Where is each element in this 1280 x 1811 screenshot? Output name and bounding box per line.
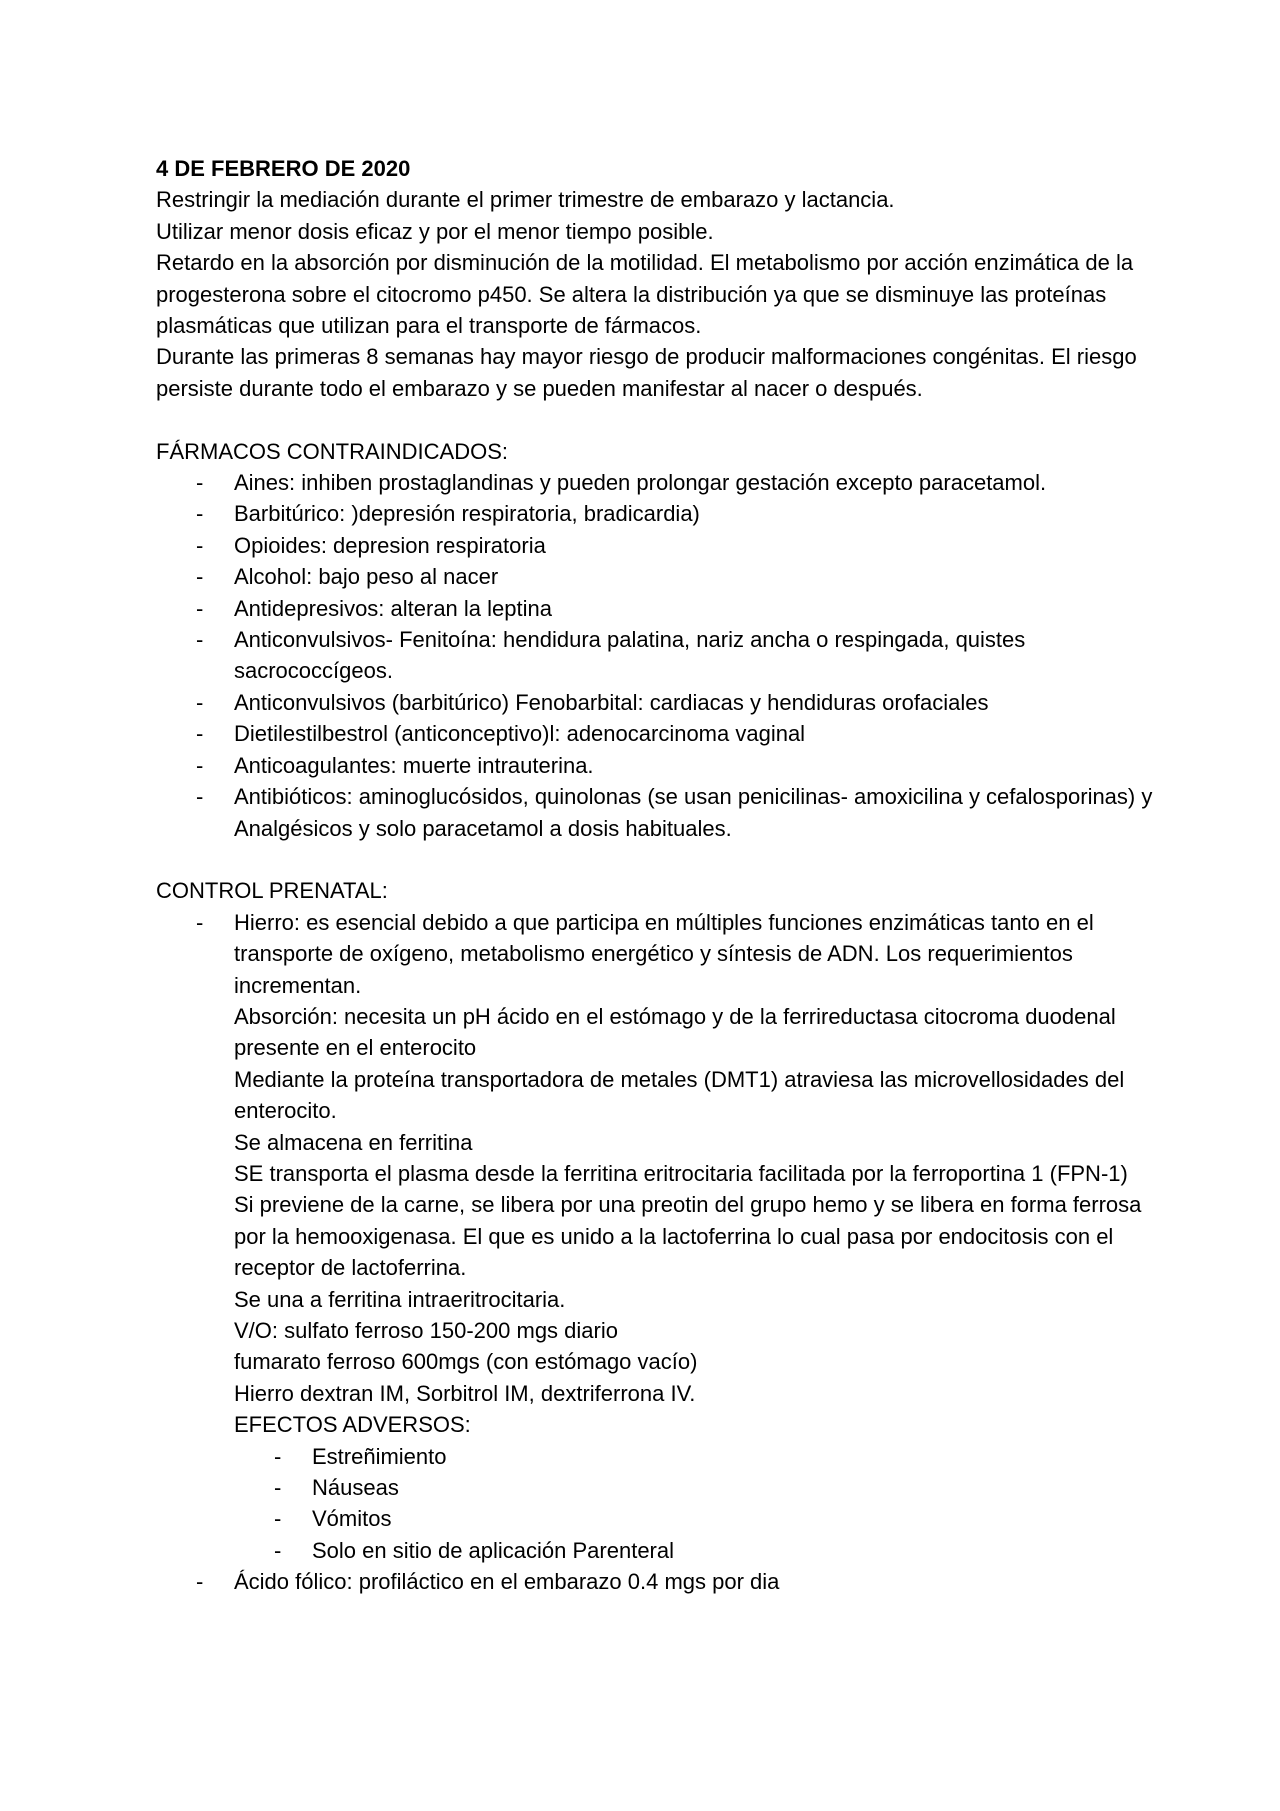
- list-item: [156, 530, 1156, 561]
- iron-line: SE transporta el plasma desde la ferritina eritrocitaria facilitada por la ferroportina 1 (FPN-1): [234, 1160, 1128, 1186]
- adverse-effects-list: [156, 1441, 1156, 1567]
- document-page: [156, 153, 1156, 1598]
- list-item: [156, 498, 1156, 529]
- list-item-text: Barbitúrico: )depresión respiratoria, bradicardia): [234, 501, 700, 527]
- prenatal-heading: CONTROL PRENATAL:: [156, 878, 388, 904]
- dash-bullet: -: [196, 627, 204, 653]
- list-item: [156, 593, 1156, 624]
- iron-line: Absorción: necesita un pH ácido en el estómago y de la ferrireductasa citocroma duodenal presente en el enterocito: [234, 1003, 1116, 1061]
- list-item-text: Opioides: depresion respiratoria: [234, 532, 546, 558]
- list-item: [156, 1472, 1156, 1503]
- intro-paragraph: Utilizar menor dosis eficaz y por el menor tiempo posible.: [156, 218, 714, 244]
- dash-bullet: -: [196, 689, 204, 715]
- dash-bullet: -: [196, 470, 204, 496]
- iron-line: Hierro: es esencial debido a que participa en múltiples funciones enzimáticas tanto en el transporte de oxígeno, metabolismo energético y síntesis de ADN. Los requerimientos incrementan.: [234, 909, 1094, 998]
- list-item-text: Alcohol: bajo peso al nacer: [234, 564, 499, 590]
- list-item-text: Anticonvulsivos- Fenitoína: hendidura palatina, nariz ancha o respingada, quistes sacrococcígeos.: [234, 627, 1026, 684]
- document-date-title: 4 DE FEBRERO DE 2020: [156, 156, 411, 181]
- dash-bullet: -: [196, 752, 204, 778]
- list-item: [156, 1503, 1156, 1534]
- list-item-text: Ácido fólico: profiláctico en el embarazo 0.4 mgs por dia: [234, 1569, 780, 1595]
- list-item-text: Anticoagulantes: muerte intrauterina.: [234, 752, 594, 778]
- list-item-text: Náuseas: [312, 1475, 399, 1501]
- iron-line: V/O: sulfato ferroso 150-200 mgs diario: [234, 1318, 618, 1343]
- dash-bullet: -: [196, 909, 204, 935]
- dash-bullet: -: [196, 721, 204, 747]
- intro-paragraph: Retardo en la absorción por disminución de la motilidad. El metabolismo por acción enzimática de la progesterona sobre el citocromo p450. Se altera la distribución ya que se disminuye las proteínas plasmáticas que utilizan para el transporte de fármacos.: [156, 250, 1134, 339]
- list-item: [156, 1441, 1156, 1472]
- list-item-folic-acid: [156, 1566, 1156, 1597]
- list-item-text: Aines: inhiben prostaglandinas y pueden prolongar gestación excepto paracetamol.: [234, 470, 1047, 496]
- iron-line: Se una a ferritina intraeritrocitaria.: [234, 1286, 566, 1312]
- dash-bullet: -: [274, 1506, 282, 1532]
- list-item: [156, 561, 1156, 592]
- list-item-iron: [156, 907, 1156, 1567]
- dash-bullet: -: [274, 1537, 282, 1563]
- list-item-text: Estreñimiento: [312, 1443, 447, 1469]
- dash-bullet: -: [196, 595, 204, 621]
- list-item: [156, 1535, 1156, 1566]
- iron-line: Mediante la proteína transportadora de metales (DMT1) atraviesa las microvellosidades del enterocito.: [234, 1066, 1125, 1124]
- iron-line: Hierro dextran IM, Sorbitrol IM, dextriferrona IV.: [234, 1380, 696, 1406]
- dash-bullet: -: [196, 1569, 204, 1595]
- list-item-text: Solo en sitio de aplicación Parenteral: [312, 1537, 675, 1563]
- blank-line: [156, 404, 1156, 435]
- list-item: [156, 467, 1156, 498]
- list-item: [156, 624, 1156, 687]
- prenatal-list: [156, 907, 1156, 1598]
- list-item-text: Vómitos: [312, 1506, 392, 1532]
- list-item: [156, 781, 1156, 844]
- adverse-effects-heading: EFECTOS ADVERSOS:: [234, 1412, 471, 1438]
- dash-bullet: -: [196, 532, 204, 558]
- dash-bullet: -: [196, 784, 204, 810]
- dash-bullet: -: [274, 1443, 282, 1469]
- iron-line: Si previene de la carne, se libera por una preotin del grupo hemo y se libera en forma ferrosa por la hemooxigenasa. El que es unido a la lactoferrina lo cual pasa por endocitosis con el receptor de lactoferrina.: [234, 1192, 1142, 1281]
- blank-line: [156, 844, 1156, 875]
- dash-bullet: -: [196, 501, 204, 527]
- intro-paragraph: Restringir la mediación durante el primer trimestre de embarazo y lactancia.: [156, 187, 895, 213]
- contraindicated-heading: FÁRMACOS CONTRAINDICADOS:: [156, 438, 509, 464]
- iron-line: Se almacena en ferritina: [234, 1129, 473, 1155]
- list-item-text: Anticonvulsivos (barbitúrico) Fenobarbital: cardiacas y hendiduras orofaciales: [234, 689, 989, 715]
- list-item: [156, 687, 1156, 718]
- intro-paragraph: Durante las primeras 8 semanas hay mayor riesgo de producir malformaciones congénitas. El riesgo persiste durante todo el embarazo y se pueden manifestar al nacer o después.: [156, 344, 1137, 401]
- list-item: [156, 718, 1156, 749]
- iron-line: fumarato ferroso 600mgs (con estómago vacío): [234, 1349, 698, 1375]
- list-item-text: Dietilestilbestrol (anticonceptivo)l: adenocarcinoma vaginal: [234, 721, 806, 747]
- contraindicated-list: [156, 467, 1156, 844]
- list-item-text: Antidepresivos: alteran la leptina: [234, 595, 552, 621]
- dash-bullet: -: [196, 564, 204, 590]
- dash-bullet: -: [274, 1475, 282, 1501]
- list-item: [156, 750, 1156, 781]
- list-item-text: Antibióticos: aminoglucósidos, quinolonas (se usan penicilinas- amoxicilina y cefalosporinas) y Analgésicos y solo paracetamol a dosis habituales.: [234, 784, 1153, 841]
